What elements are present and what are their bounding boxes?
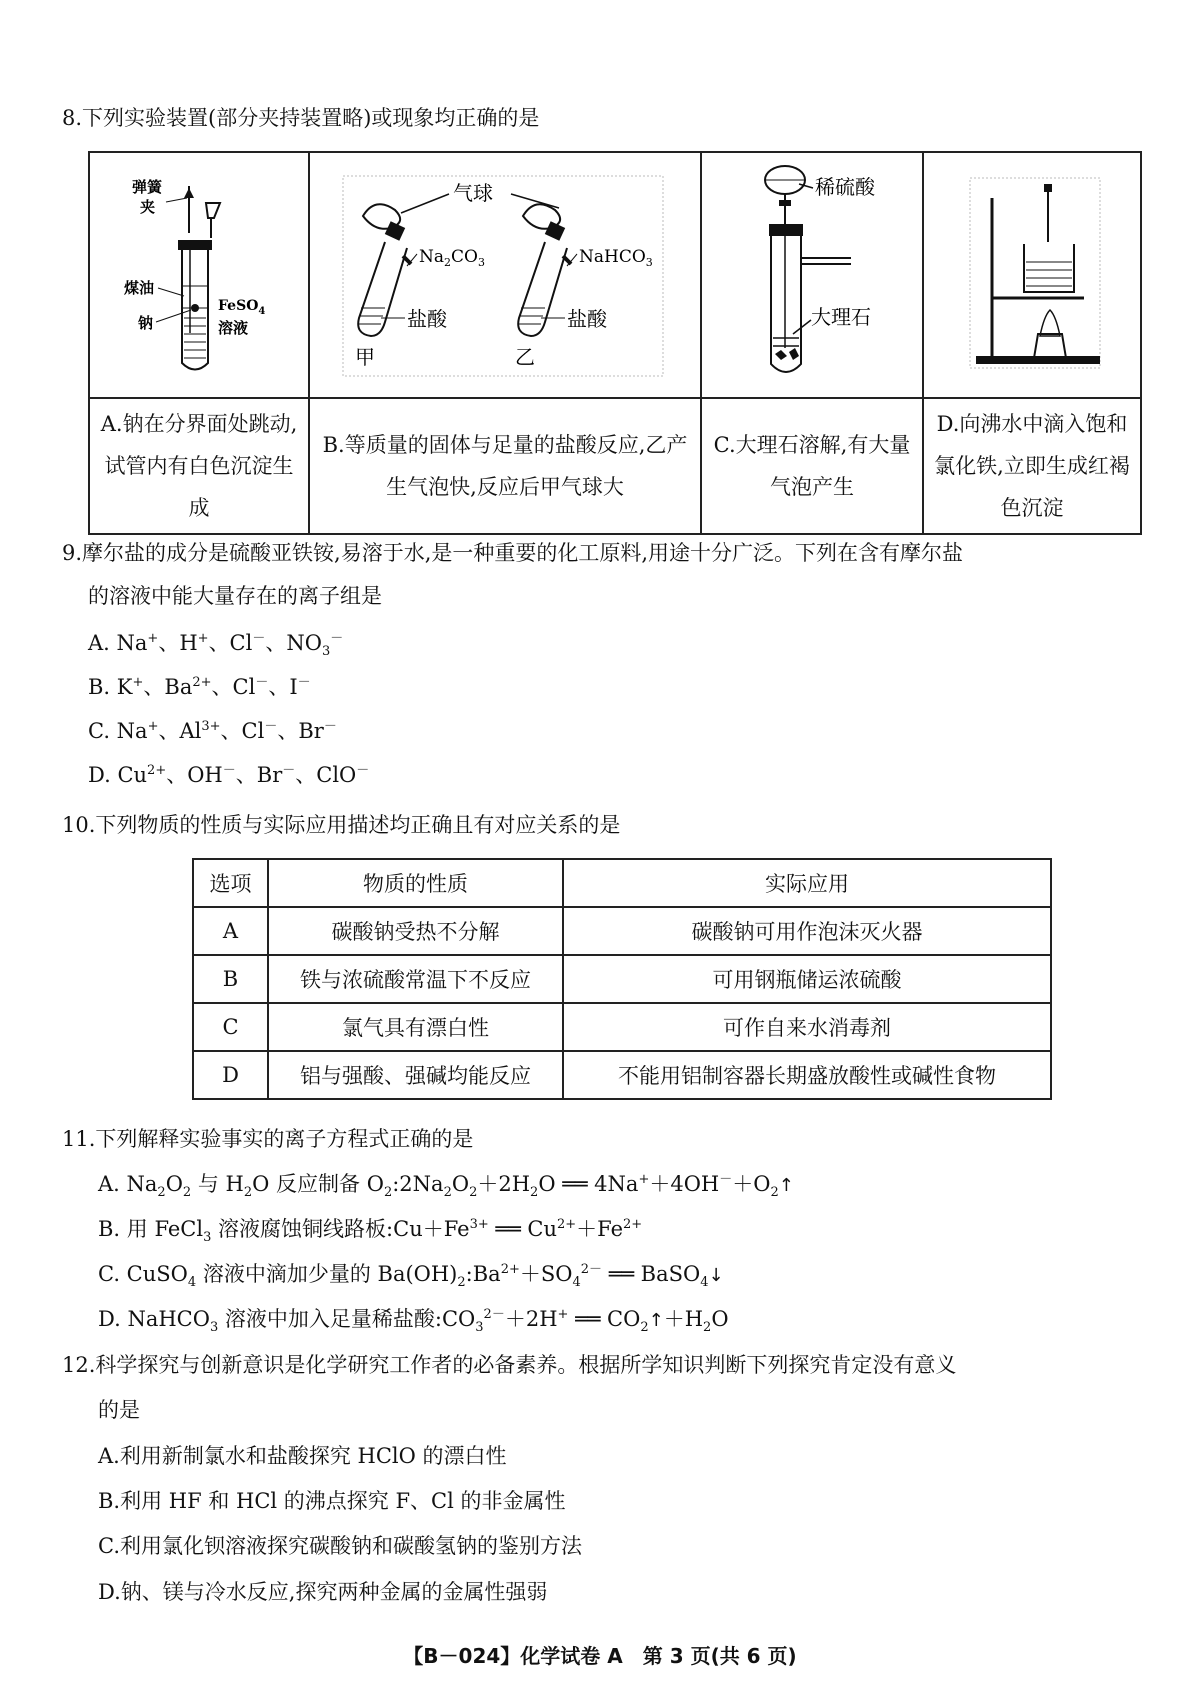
row-b-label: B bbox=[193, 955, 268, 1003]
fig-d-boiling-water-setup bbox=[930, 158, 1135, 388]
q9-option-c: C. Na+、$Al^{3+}$、Cl－、Br－ bbox=[88, 719, 337, 743]
row-c-label: C bbox=[193, 1003, 268, 1051]
header-property: 物质的性质 bbox=[268, 859, 563, 907]
fig-b-label-balloon: 气球 bbox=[453, 180, 493, 205]
q9-stem-line1: 9.摩尔盐的成分是硫酸亚铁铵,易溶于水,是一种重要的化工原料,用途十分广泛。下列在含有摩尔盐 bbox=[62, 541, 964, 565]
q10-property-table bbox=[192, 858, 1052, 1100]
table-row bbox=[193, 907, 1051, 955]
table-row bbox=[193, 1003, 1051, 1051]
row-c-application: 可作自来水消毒剂 bbox=[563, 1003, 1051, 1051]
header-option: 选项 bbox=[193, 859, 268, 907]
q8-apparatus-table bbox=[88, 151, 1142, 535]
fig-c-gas-generator bbox=[705, 158, 920, 388]
fig-b-label-hcl-2: 盐酸 bbox=[567, 306, 607, 331]
row-d-application: 不能用铝制容器长期盛放酸性或碱性食物 bbox=[563, 1051, 1051, 1099]
fig-c-label-acid: 稀硫酸 bbox=[814, 174, 875, 199]
row-b-application: 可用钢瓶储运浓硫酸 bbox=[563, 955, 1051, 1003]
q12-option-a: A.利用新制氯水和盐酸探究 HClO 的漂白性 bbox=[98, 1444, 507, 1468]
fig-b-label-yi: 乙 bbox=[515, 344, 535, 369]
fig-c-label-marble: 大理石 bbox=[810, 304, 871, 329]
q11-option-b: B. 用 FeCl$_3$ 溶液腐蚀铜线路板$:Cu+Fe^{3+}$ ══ $Cu^{2+}+Fe^{2+}$ bbox=[98, 1217, 643, 1246]
table-header-row bbox=[193, 859, 1051, 907]
q11-stem: 11.下列解释实验事实的离子方程式正确的是 bbox=[62, 1127, 474, 1151]
fig-a-label-sodium: 钠 bbox=[138, 313, 154, 332]
q9-option-b: B. K+、$Ba^{2+}$、Cl－、I－ bbox=[88, 675, 311, 699]
q11-option-c: C. CuSO$_4$ 溶液中滴加少量的 $Ba(OH)_2:Ba^{2+}+SO_4^{2-}$ ══ BaSO$_4$↓ bbox=[98, 1262, 724, 1291]
q12-stem-line2: 的是 bbox=[98, 1398, 140, 1422]
q8-caption-d: D.向沸水中滴入饱和氯化铁,立即生成红褐色沉淀 bbox=[923, 398, 1141, 534]
q8-caption-c: C.大理石溶解,有大量气泡产生 bbox=[701, 398, 923, 534]
fig-d-cell bbox=[923, 152, 1141, 398]
fig-b-label-jia: 甲 bbox=[355, 344, 375, 369]
q11-option-a: A. $Na_2O_2$ 与 $H_2O$ 反应制备 $O_2:2Na_2O_2+2H_2O$ ══ $4Na^++4OH^-+O_2↑$ bbox=[98, 1172, 794, 1201]
row-a-application: 碳酸钠可用作泡沫灭火器 bbox=[563, 907, 1051, 955]
table-row bbox=[193, 1051, 1051, 1099]
q12-option-c: C.利用氯化钡溶液探究碳酸钠和碳酸氢钠的鉴别方法 bbox=[98, 1534, 582, 1558]
fig-c-cell bbox=[701, 152, 923, 398]
fig-b-cell bbox=[309, 152, 701, 398]
row-a-property: 碳酸钠受热不分解 bbox=[268, 907, 563, 955]
q9-option-a: A. Na+、H+、Cl－、$NO_3^-$ bbox=[88, 631, 344, 660]
q11-option-d: D. NaHCO$_3$ 溶液中加入足量稀盐酸$:CO_3^{2-}+2H^+$ ══ $CO_2↑+H_2O$ bbox=[98, 1307, 729, 1336]
row-d-property: 铝与强酸、强碱均能反应 bbox=[268, 1051, 563, 1099]
fig-a-label-kerosene: 煤油 bbox=[124, 278, 155, 297]
row-b-property: 铁与浓硫酸常温下不反应 bbox=[268, 955, 563, 1003]
q12-stem-line1: 12.科学探究与创新意识是化学研究工作者的必备素养。根据所学知识判断下列探究肯定没有意义 bbox=[62, 1353, 957, 1377]
fig-a-label-feso4: FeSO$_4$ bbox=[218, 297, 266, 317]
q8-caption-b: B.等质量的固体与足量的盐酸反应,乙产生气泡快,反应后甲气球大 bbox=[309, 398, 701, 534]
row-d-label: D bbox=[193, 1051, 268, 1099]
row-a-label: A bbox=[193, 907, 268, 955]
fig-b-label-na2co3: $Na_2CO_3$ bbox=[419, 246, 485, 269]
q9-stem-line2: 的溶液中能大量存在的离子组是 bbox=[88, 584, 382, 608]
fig-a-sodium-test-tube bbox=[94, 158, 304, 388]
fig-b-balloon-test-tubes bbox=[315, 158, 695, 388]
fig-a-label-clip2: 夹 bbox=[140, 197, 156, 216]
header-application: 实际应用 bbox=[563, 859, 1051, 907]
row-c-property: 氯气具有漂白性 bbox=[268, 1003, 563, 1051]
fig-a-cell bbox=[89, 152, 309, 398]
q8-stem: 8.下列实验装置(部分夹持装置略)或现象均正确的是 bbox=[62, 106, 540, 130]
q8-caption-a: A.钠在分界面处跳动,试管内有白色沉淀生成 bbox=[89, 398, 309, 534]
page-footer: 【B－024】化学试卷 A 第 3 页(共 6 页) bbox=[403, 1644, 797, 1668]
fig-b-label-hcl-1: 盐酸 bbox=[407, 306, 447, 331]
table-row bbox=[193, 955, 1051, 1003]
q9-option-d: D. $Cu^{2+}$、OH－、Br－、ClO－ bbox=[88, 763, 370, 787]
fig-a-label-solution: 溶液 bbox=[218, 318, 249, 337]
fig-a-label-clip: 弹簧 bbox=[132, 177, 163, 196]
q12-option-b: B.利用 HF 和 HCl 的沸点探究 F、Cl 的非金属性 bbox=[98, 1489, 566, 1513]
fig-b-label-nahco3: NaHCO$_3$ bbox=[579, 246, 653, 269]
q10-stem: 10.下列物质的性质与实际应用描述均正确且有对应关系的是 bbox=[62, 813, 621, 837]
q12-option-d: D.钠、镁与冷水反应,探究两种金属的金属性强弱 bbox=[98, 1580, 548, 1604]
